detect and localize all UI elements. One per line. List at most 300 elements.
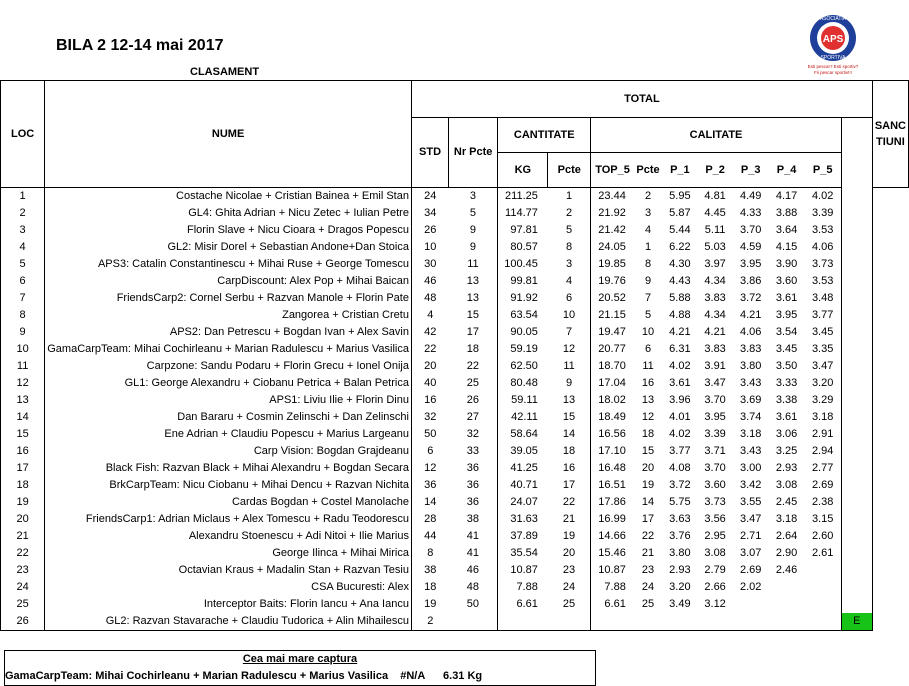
- cell-loc: 24: [1, 579, 45, 596]
- cell-name: CSA Bucuresti: Alex: [45, 579, 412, 596]
- cell-sanctiune: [841, 358, 872, 375]
- cell-p2: [697, 613, 732, 631]
- cell-top5: 17.10: [598, 445, 626, 457]
- cell-p3: 3.00: [739, 462, 762, 474]
- cell-sanctiune: [841, 375, 872, 392]
- cell-sanctiune: [841, 307, 872, 324]
- cell-p1: 3.80: [669, 547, 691, 559]
- table-row: [1, 613, 909, 631]
- cell-name: FriendsCarp2: Cornel Serbu + Razvan Manole + Florin Pate: [45, 290, 412, 307]
- aps-logo: [798, 12, 868, 76]
- cell-nr-pcte: 32: [449, 426, 498, 443]
- cell-pcte-2: 23: [641, 564, 655, 576]
- cell-kg: [498, 613, 548, 631]
- cell-sanctiune: [841, 596, 872, 613]
- cell-top5: 19.47: [598, 326, 626, 338]
- cell-name: CarpDiscount: Alex Pop + Mihai Baican: [45, 273, 412, 290]
- cell-p3: [733, 596, 769, 613]
- cell-pcte-2: 18: [641, 428, 655, 440]
- cell-p3: 3.70: [739, 224, 762, 236]
- cell-std: 16: [424, 394, 437, 406]
- cell-p1: 4.08: [669, 462, 691, 474]
- cell-kg: 41.25: [510, 462, 538, 474]
- cell-sanctiune: [841, 562, 872, 579]
- cell-std: 18: [424, 581, 437, 593]
- cell-pcte: 16: [548, 460, 591, 477]
- cell-loc: 12: [1, 375, 45, 392]
- cell-top5: 14.66: [598, 530, 626, 542]
- table-row: [1, 596, 909, 613]
- cell-p1: 4.30: [669, 258, 691, 270]
- cell-p1: 4.43: [669, 275, 691, 287]
- cell-p2: 2.95: [704, 530, 726, 542]
- table-row: [1, 443, 909, 460]
- cell-p3: 3.07: [739, 547, 762, 559]
- cell-std: 40: [424, 377, 437, 389]
- cell-std: 20: [424, 360, 437, 372]
- cell-p4: 3.33: [775, 377, 798, 389]
- cell-std: 19: [424, 598, 437, 610]
- cell-kg: 10.87: [510, 564, 538, 576]
- cell-nr-pcte: 3: [449, 188, 498, 206]
- cell-pcte: 14: [548, 426, 591, 443]
- page-title: BILA 2 12-14 mai 2017: [56, 37, 224, 54]
- cell-p5: 2.77: [805, 460, 842, 477]
- cell-sanctiune: [841, 222, 872, 239]
- table-row: [1, 290, 909, 307]
- table-row: [1, 477, 909, 494]
- cell-p1: 3.96: [669, 394, 691, 406]
- cell-pcte: 20: [548, 545, 591, 562]
- cell-p1: [662, 613, 697, 631]
- cell-kg: 6.61: [516, 598, 538, 610]
- cell-sanctiune: [841, 409, 872, 426]
- cell-std: 44: [424, 530, 437, 542]
- cell-sanctiune: [841, 205, 872, 222]
- cell-sanctiune: [841, 290, 872, 307]
- cell-std: 2: [411, 613, 448, 631]
- cell-p1: 4.02: [669, 428, 691, 440]
- cell-p3: 4.06: [739, 326, 762, 338]
- header-kg: KG: [498, 153, 548, 188]
- cell-loc: 20: [1, 511, 45, 528]
- cell-kg: 59.19: [510, 343, 538, 355]
- biggest-catch-panel: [4, 650, 594, 686]
- cell-p2: 3.73: [704, 496, 726, 508]
- cell-p1: 3.77: [669, 445, 691, 457]
- cell-p5: 2.60: [805, 528, 842, 545]
- cell-pcte-2: 15: [641, 445, 655, 457]
- cell-kg: 80.57: [510, 241, 538, 253]
- logo-tagline-1: Esti pescar? Esti sportiv?: [807, 64, 859, 69]
- cell-top5: 16.56: [598, 428, 626, 440]
- cell-kg: 99.81: [510, 275, 538, 287]
- header-pcte-2: Pcte: [634, 153, 662, 188]
- cell-sanctiune: [841, 392, 872, 409]
- cell-p1: 5.44: [669, 224, 691, 236]
- cell-pcte-2: 24: [641, 581, 655, 593]
- header-calitate: CALITATE: [591, 118, 842, 153]
- cell-p2: 5.03: [704, 241, 726, 253]
- header-nume: NUME: [45, 81, 412, 188]
- cell-sanctiune: [841, 341, 872, 358]
- cell-pcte: 12: [548, 341, 591, 358]
- cell-top5: 19.76: [598, 275, 626, 287]
- cell-p2: 5.11: [704, 224, 726, 236]
- cell-std: 50: [424, 428, 437, 440]
- cell-p3: 3.47: [739, 513, 762, 525]
- cell-p3: 4.21: [739, 309, 762, 321]
- cell-p1: 4.88: [669, 309, 691, 321]
- cell-pcte: 4: [548, 273, 591, 290]
- cell-std: 10: [424, 241, 437, 253]
- cell-p4: 4.17: [775, 190, 798, 202]
- cell-p5: 3.20: [805, 375, 842, 392]
- cell-kg: 37.89: [510, 530, 538, 542]
- cell-kg: 211.25: [505, 190, 538, 202]
- cell-nr-pcte: 15: [449, 307, 498, 324]
- cell-name: Ene Adrian + Claudiu Popescu + Marius Largeanu: [45, 426, 412, 443]
- cell-sanctiune: [841, 256, 872, 273]
- cell-pcte: 3: [548, 256, 591, 273]
- cell-pcte: 7: [548, 324, 591, 341]
- cell-pcte: 2: [548, 205, 591, 222]
- cell-std: 38: [424, 564, 437, 576]
- cell-pcte-2: 9: [644, 275, 652, 287]
- cell-p3: 3.74: [739, 411, 762, 423]
- cell-pcte-2: 20: [641, 462, 655, 474]
- cell-p2: 3.56: [704, 513, 726, 525]
- cell-p3: [733, 613, 769, 631]
- cell-name: GL1: George Alexandru + Ciobanu Petrica + Balan Petrica: [45, 375, 412, 392]
- cell-kg: 39.05: [510, 445, 538, 457]
- cell-kg: 24.07: [510, 496, 538, 508]
- cell-name: GL2: Razvan Stavarache + Claudiu Tudorica + Alin Mihailescu: [45, 613, 412, 631]
- cell-p5: 3.73: [805, 256, 842, 273]
- cell-nr-pcte: [449, 613, 498, 631]
- cell-pcte-2: 4: [644, 224, 652, 236]
- cell-p5: 3.45: [805, 324, 842, 341]
- cell-p4: 3.45: [775, 343, 798, 355]
- cell-sanctiune: [841, 188, 872, 206]
- cell-p4: 3.50: [775, 360, 798, 372]
- cell-p5: 2.91: [805, 426, 842, 443]
- cell-p3: 4.33: [739, 207, 762, 219]
- cell-sanctiune: [841, 545, 872, 562]
- cell-loc: 22: [1, 545, 45, 562]
- cell-std: 12: [424, 462, 437, 474]
- cell-p4: [769, 596, 805, 613]
- cell-p3: 3.72: [739, 292, 762, 304]
- cell-p4: 2.64: [775, 530, 798, 542]
- cell-p3: 2.69: [739, 564, 762, 576]
- cell-nr-pcte: 46: [449, 562, 498, 579]
- cell-sanctiune: [841, 511, 872, 528]
- cell-sanctiune: E: [841, 613, 872, 631]
- cell-top5: 23.44: [598, 190, 626, 202]
- biggest-catch-team: GamaCarpTeam: Mihai Cochirleanu + Marian Radulescu + Marius Vasilica: [5, 670, 389, 682]
- cell-std: 26: [424, 224, 437, 236]
- standings-table: [0, 80, 909, 631]
- cell-pcte-2: [634, 613, 662, 631]
- cell-p1: 4.02: [669, 360, 691, 372]
- cell-loc: 16: [1, 443, 45, 460]
- cell-p5: 3.35: [805, 341, 842, 358]
- cell-top5: 17.86: [598, 496, 626, 508]
- cell-p2: 3.47: [704, 377, 726, 389]
- cell-nr-pcte: 48: [449, 579, 498, 596]
- cell-p3: 3.18: [739, 428, 762, 440]
- cell-p5: 3.53: [805, 273, 842, 290]
- cell-p2: 3.83: [704, 292, 726, 304]
- cell-p2: 2.66: [704, 581, 726, 593]
- cell-pcte-2: 2: [644, 190, 652, 202]
- cell-top5: 17.04: [598, 377, 626, 389]
- cell-p1: 3.49: [669, 598, 691, 610]
- cell-p5: 3.77: [805, 307, 842, 324]
- cell-loc: 21: [1, 528, 45, 545]
- cell-name: APS3: Catalin Constantinescu + Mihai Ruse + George Tomescu: [45, 256, 412, 273]
- header-p5: P_5: [805, 153, 842, 188]
- table-row: [1, 222, 909, 239]
- header-total: TOTAL: [411, 81, 872, 118]
- cell-nr-pcte: 11: [449, 256, 498, 273]
- cell-pcte-2: 21: [641, 547, 655, 559]
- cell-p4: 3.88: [775, 207, 798, 219]
- cell-loc: 13: [1, 392, 45, 409]
- cell-p4: 3.60: [775, 275, 798, 287]
- cell-p2: 4.34: [704, 275, 726, 287]
- cell-p3: 3.43: [739, 445, 762, 457]
- cell-pcte-2: 11: [642, 360, 654, 372]
- header-pcte: Pcte: [548, 153, 591, 188]
- cell-loc: 5: [1, 256, 45, 273]
- cell-loc: 25: [1, 596, 45, 613]
- cell-pcte: 13: [548, 392, 591, 409]
- cell-top5: 18.70: [598, 360, 626, 372]
- cell-p5: [805, 579, 842, 596]
- table-row: [1, 511, 909, 528]
- cell-p4: 3.90: [775, 258, 798, 270]
- cell-p5: 2.38: [805, 494, 842, 511]
- cell-top5: 21.15: [598, 309, 626, 321]
- cell-pcte-2: 1: [644, 241, 652, 253]
- cell-loc: 19: [1, 494, 45, 511]
- table-row: [1, 358, 909, 375]
- cell-p4: 3.61: [775, 292, 798, 304]
- cell-loc: 3: [1, 222, 45, 239]
- table-row: [1, 188, 909, 206]
- cell-kg: 42.11: [511, 411, 538, 423]
- cell-p2: 3.12: [704, 598, 726, 610]
- cell-std: 4: [427, 309, 434, 321]
- cell-p4: 2.45: [775, 496, 798, 508]
- cell-kg: 59.11: [511, 394, 538, 406]
- cell-nr-pcte: 26: [449, 392, 498, 409]
- cell-loc: 10: [1, 341, 45, 358]
- cell-p4: 3.06: [775, 428, 798, 440]
- cell-top5: 16.48: [598, 462, 626, 474]
- cell-p3: 3.95: [739, 258, 762, 270]
- cell-std: 32: [424, 411, 437, 423]
- cell-p2: 3.70: [704, 462, 726, 474]
- cell-loc: 15: [1, 426, 45, 443]
- cell-loc: 23: [1, 562, 45, 579]
- cell-kg: 40.71: [510, 479, 538, 491]
- cell-loc: 8: [1, 307, 45, 324]
- header-p1: P_1: [662, 153, 697, 188]
- cell-pcte: 21: [548, 511, 591, 528]
- cell-name: BrkCarpTeam: Nicu Ciobanu + Mihai Dencu + Razvan Nichita: [45, 477, 412, 494]
- header-sanctiuni: [872, 81, 908, 188]
- cell-kg: 91.92: [510, 292, 538, 304]
- header-loc: LOC: [1, 81, 45, 188]
- cell-p5: 4.06: [805, 239, 842, 256]
- cell-pcte-2: 7: [644, 292, 652, 304]
- cell-name: Florin Slave + Nicu Cioara + Dragos Popescu: [45, 222, 412, 239]
- cell-p3: 3.80: [739, 360, 762, 372]
- cell-p3: 3.43: [739, 377, 762, 389]
- cell-nr-pcte: 9: [449, 239, 498, 256]
- cell-nr-pcte: 25: [449, 375, 498, 392]
- cell-p4: 2.90: [775, 547, 798, 559]
- header-nr-pcte: Nr Pcte: [449, 118, 498, 188]
- cell-std: 14: [424, 496, 437, 508]
- cell-p3: 3.83: [739, 343, 762, 355]
- cell-std: 34: [424, 207, 437, 219]
- table-row: [1, 528, 909, 545]
- cell-std: 22: [424, 343, 437, 355]
- cell-kg: 62.50: [510, 360, 538, 372]
- cell-sanctiune: [841, 460, 872, 477]
- cell-top5: 16.99: [598, 513, 626, 525]
- cell-p4: 3.54: [775, 326, 798, 338]
- cell-p5: [805, 562, 842, 579]
- cell-p4: 3.18: [775, 513, 798, 525]
- table-row: [1, 341, 909, 358]
- cell-top5: [591, 613, 634, 631]
- cell-p1: 6.22: [669, 241, 691, 253]
- cell-nr-pcte: 38: [449, 511, 498, 528]
- cell-sanctiune: [841, 443, 872, 460]
- cell-p4: 2.93: [775, 462, 798, 474]
- cell-sanctiune: [841, 477, 872, 494]
- cell-pcte: 18: [548, 443, 591, 460]
- cell-p2: 4.34: [704, 309, 726, 321]
- biggest-catch-weight: 6.31 Kg: [443, 670, 483, 682]
- cell-name: Cardas Bogdan + Costel Manolache: [45, 494, 412, 511]
- table-row: [1, 256, 909, 273]
- cell-p1: 3.72: [669, 479, 691, 491]
- cell-p3: 3.69: [739, 394, 762, 406]
- cell-nr-pcte: 27: [449, 409, 498, 426]
- cell-name: Costache Nicolae + Cristian Bainea + Emil Stan: [45, 188, 412, 206]
- cell-std: 28: [424, 513, 437, 525]
- cell-pcte: 1: [548, 188, 591, 206]
- cell-std: 8: [427, 547, 434, 559]
- cell-top5: 19.85: [598, 258, 626, 270]
- cell-p1: 5.87: [669, 207, 691, 219]
- cell-name: Carp Vision: Bogdan Grajdeanu: [45, 443, 412, 460]
- cell-p5: 3.18: [805, 409, 842, 426]
- logo-top-text: ASOCIATIA: [819, 16, 847, 22]
- cell-top5: 18.49: [598, 411, 626, 423]
- cell-pcte-2: 10: [641, 326, 655, 338]
- cell-p3: 2.71: [739, 530, 762, 542]
- cell-pcte: 23: [548, 562, 591, 579]
- cell-loc: 4: [1, 239, 45, 256]
- cell-p5: 2.61: [805, 545, 842, 562]
- cell-pcte: 9: [548, 375, 591, 392]
- cell-p4: 3.38: [775, 394, 798, 406]
- cell-p5: 3.47: [805, 358, 842, 375]
- table-row: [1, 375, 909, 392]
- cell-pcte-2: 14: [641, 496, 655, 508]
- cell-nr-pcte: 33: [449, 443, 498, 460]
- cell-nr-pcte: 18: [449, 341, 498, 358]
- cell-top5: 20.77: [598, 343, 626, 355]
- cell-name: Alexandru Stoenescu + Adi Nitoi + Ilie Marius: [45, 528, 412, 545]
- cell-top5: 7.88: [604, 581, 626, 593]
- cell-pcte-2: 8: [644, 258, 652, 270]
- cell-pcte: 8: [548, 239, 591, 256]
- cell-pcte-2: 3: [644, 207, 652, 219]
- table-row: [1, 273, 909, 290]
- cell-name: Octavian Kraus + Madalin Stan + Razvan Tesiu: [45, 562, 412, 579]
- cell-p3: 3.86: [739, 275, 762, 287]
- cell-kg: 80.48: [510, 377, 538, 389]
- cell-std: 6: [427, 445, 434, 457]
- cell-p5: [805, 613, 842, 631]
- cell-pcte: 6: [548, 290, 591, 307]
- cell-pcte: 17: [548, 477, 591, 494]
- cell-loc: 14: [1, 409, 45, 426]
- biggest-catch-row: [5, 668, 595, 685]
- cell-p3: 4.49: [739, 190, 762, 202]
- cell-std: 42: [424, 326, 437, 338]
- cell-p1: 3.76: [669, 530, 691, 542]
- cell-std: 36: [424, 479, 437, 491]
- cell-name: Dan Bararu + Cosmin Zelinschi + Dan Zelinschi: [45, 409, 412, 426]
- cell-p2: 3.60: [704, 479, 726, 491]
- cell-p2: 2.79: [704, 564, 726, 576]
- cell-nr-pcte: 36: [449, 477, 498, 494]
- cell-p2: 3.71: [704, 445, 726, 457]
- cell-loc: 11: [1, 358, 45, 375]
- cell-p4: 3.08: [775, 479, 798, 491]
- cell-name: Interceptor Baits: Florin Iancu + Ana Iancu: [45, 596, 412, 613]
- cell-pcte: 22: [548, 494, 591, 511]
- table-row: [1, 460, 909, 477]
- cell-p3: 3.42: [739, 479, 762, 491]
- cell-p2: 3.83: [704, 343, 726, 355]
- logo-bottom-text: SPORTIVA: [820, 55, 846, 61]
- cell-loc: 9: [1, 324, 45, 341]
- cell-pcte-2: 13: [641, 394, 655, 406]
- cell-top5: 24.05: [598, 241, 626, 253]
- cell-sanctiune: [841, 426, 872, 443]
- cell-pcte: 25: [548, 596, 591, 613]
- cell-loc: 26: [1, 613, 45, 631]
- table-row: [1, 205, 909, 222]
- cell-std: 30: [424, 258, 437, 270]
- cell-pcte-2: 5: [644, 309, 652, 321]
- cell-sanctiune: [841, 324, 872, 341]
- cell-name: Black Fish: Razvan Black + Mihai Alexandru + Bogdan Secara: [45, 460, 412, 477]
- cell-kg: 35.54: [510, 547, 538, 559]
- cell-p1: 3.20: [669, 581, 691, 593]
- cell-pcte-2: 16: [641, 377, 655, 389]
